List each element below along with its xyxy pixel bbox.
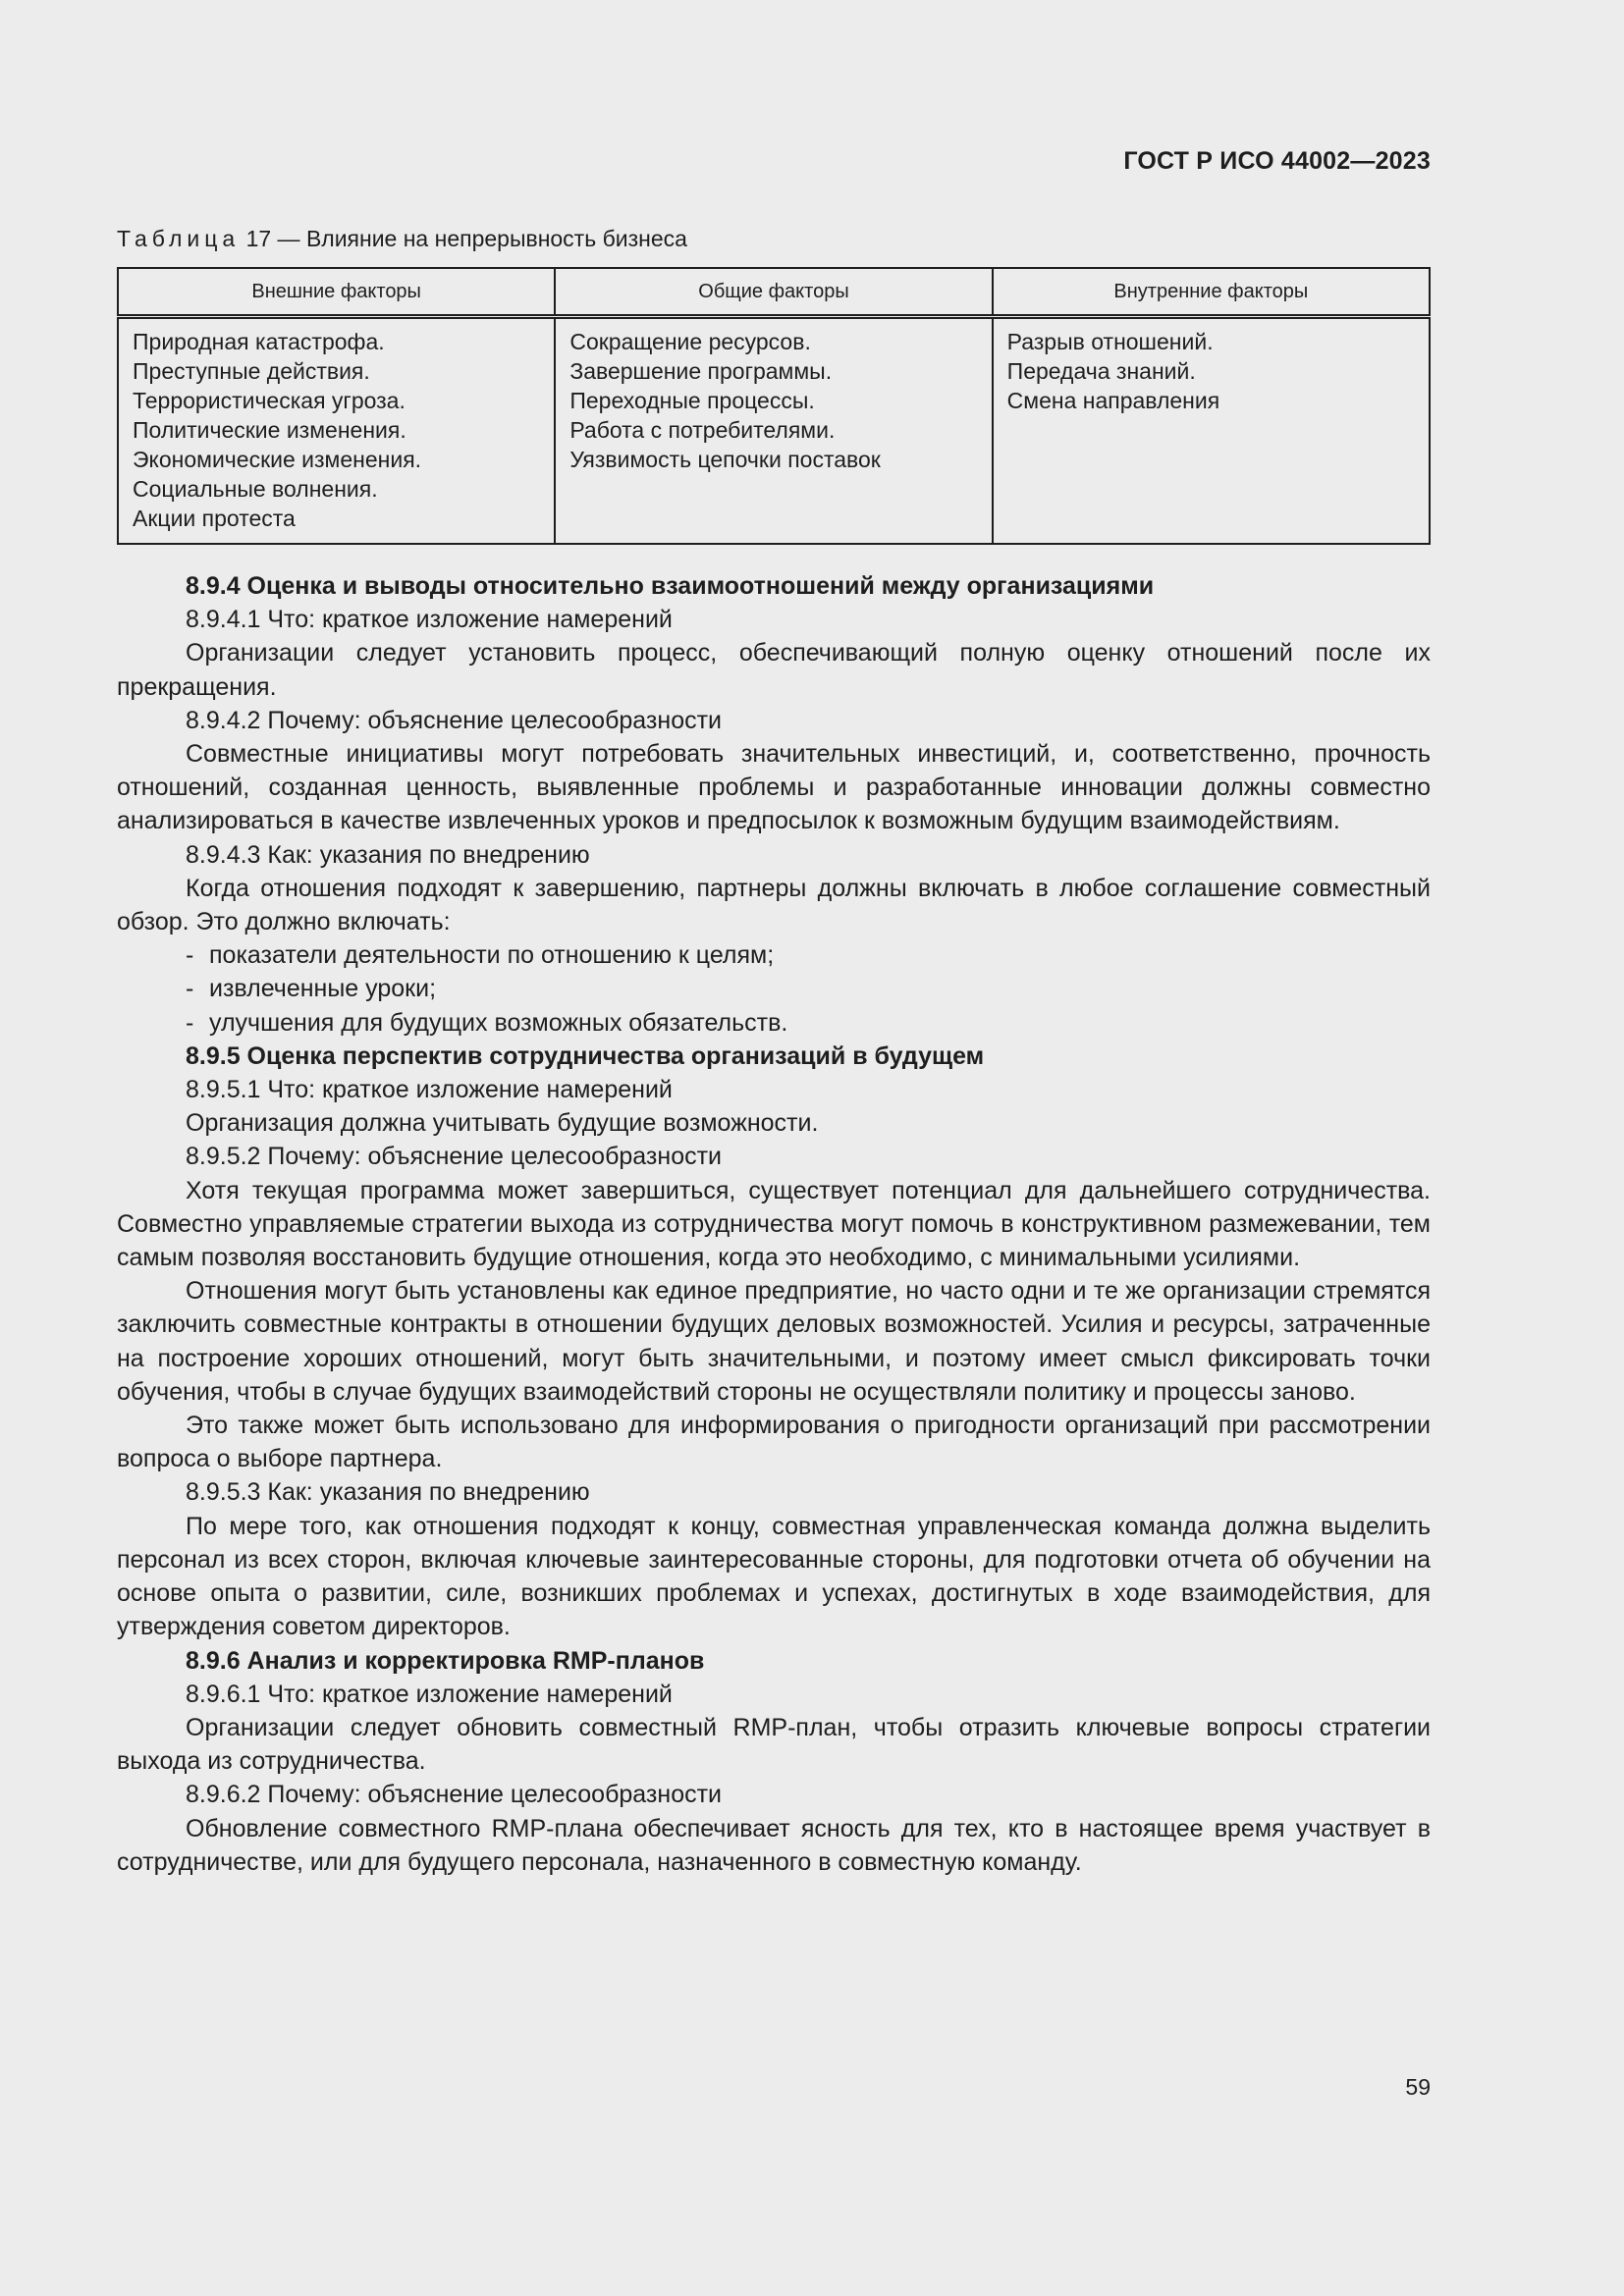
list-item-text: показатели деятельности по отношению к целям; (209, 941, 775, 970)
table-item: Экономические изменения. (133, 447, 422, 472)
table-item: Социальные волнения. (133, 476, 378, 502)
list-marker: - (186, 975, 194, 1003)
body-text (117, 569, 1431, 1879)
table-cell-internal (993, 317, 1430, 545)
table-item: Переходные процессы. (569, 388, 815, 413)
paragraph: Это также может быть использовано для информирования о пригодности организаций при рассмотрении вопроса о выборе партнера. (117, 1412, 1431, 1473)
factors-table (117, 267, 1431, 545)
table-item: Завершение программы. (569, 358, 833, 384)
list-item-text: улучшения для будущих возможных обязательств. (209, 1008, 788, 1037)
list-item (117, 972, 1431, 1005)
paragraph: Хотя текущая программа может завершиться, существует потенциал для дальнейшего сотрудничества. Совместно управляемые стратегии выхода из сотрудничества могут помочь в конструктивном размежевании, тем самым позволяя восстановить будущие отношения, когда это необходимо, с минимальными усилиями. (117, 1176, 1431, 1272)
table-header-general: Общие факторы (555, 268, 992, 317)
table-item: Акции протеста (133, 506, 296, 531)
subsection-title: 8.9.5.2 Почему: объяснение целесообразности (186, 1143, 723, 1171)
paragraph: Организации следует обновить совместный RMP-план, чтобы отразить ключевые вопросы стратегии выхода из сотрудничества. (117, 1713, 1431, 1776)
table-item: Передача знаний. (1006, 358, 1196, 384)
subsection-title: 8.9.4.2 Почему: объяснение целесообразности (186, 706, 723, 734)
subsection-title: 8.9.5.3 Как: указания по внедрению (186, 1478, 590, 1507)
list-item-text: извлеченные уроки; (209, 975, 437, 1003)
subsection-title: 8.9.5.1 Что: краткое изложение намерений (186, 1076, 673, 1104)
table-cell-external (118, 317, 555, 545)
table-item: Уязвимость цепочки поставок (569, 447, 881, 472)
table-header-external: Внешние факторы (118, 268, 555, 317)
section-heading: 8.9.6 Анализ и корректировка RMP-планов (186, 1646, 705, 1675)
table-item: Разрыв отношений. (1006, 329, 1214, 354)
table-item: Сокращение ресурсов. (569, 329, 811, 354)
table-caption (117, 226, 687, 252)
list-item (117, 1006, 1431, 1040)
table-caption-text: 17 — Влияние на непрерывность бизнеса (240, 226, 687, 251)
table-cell-general (555, 317, 992, 545)
paragraph: По мере того, как отношения подходят к концу, совместная управленческая команда должна выделить персонал из всех сторон, включая ключевые заинтересованные стороны, для подготовки отчета об обучении на основе опыта о развитии, силе, возникших проблемах и успехах, достигнутых в ходе взаимодействия, для утверждения советом директоров. (117, 1512, 1431, 1641)
table-item: Террористическая угроза. (133, 388, 406, 413)
paragraph: Организация должна учитывать будущие возможности. (186, 1109, 819, 1138)
paragraph: Организации следует установить процесс, обеспечивающий полную оценку отношений после их прекращения. (117, 639, 1431, 701)
table-item: Политические изменения. (133, 417, 406, 443)
table-header-internal: Внутренние факторы (993, 268, 1430, 317)
paragraph: Совместные инициативы могут потребовать значительных инвестиций, и, соответственно, прочность отношений, созданная ценность, выявленные проблемы и разработанные инновации должны совместно анализироваться в качестве извлеченных уроков и предпосылок к возможным будущим взаимодействиям. (117, 740, 1431, 835)
section-heading: 8.9.5 Оценка перспектив сотрудничества организаций в будущем (186, 1041, 985, 1070)
paragraph: Обновление совместного RMP-плана обеспечивает ясность для тех, кто в настоящее время участвует в сотрудничестве, или для будущего персонала, назначенного в совместную команду. (117, 1814, 1431, 1876)
list-item (117, 938, 1431, 972)
subsection-title: 8.9.4.3 Как: указания по внедрению (186, 840, 590, 869)
subsection-title: 8.9.6.1 Что: краткое изложение намерений (186, 1680, 673, 1708)
paragraph: Отношения могут быть установлены как единое предприятие, но часто одни и те же организации стремятся заключить совместные контракты в отношении будущих деловых возможностей. Усилия и ресурсы, затраченные на построение хороших отношений, могут быть значительными, и поэтому имеет смысл фиксировать точки обучения, чтобы в случае будущих взаимодействий стороны не осуществляли политику и процессы заново. (117, 1277, 1431, 1406)
paragraph: Когда отношения подходят к завершению, партнеры должны включать в любое соглашение совместный обзор. Это должно включать: (117, 874, 1431, 936)
subsection-title: 8.9.6.2 Почему: объяснение целесообразности (186, 1781, 723, 1809)
list-marker: - (186, 1008, 194, 1037)
table-item: Преступные действия. (133, 358, 370, 384)
table-item: Природная катастрофа. (133, 329, 385, 354)
page-number: 59 (1405, 2074, 1431, 2100)
section-heading: 8.9.4 Оценка и выводы относительно взаимоотношений между организациями (186, 572, 1155, 600)
table-caption-label: Таблица (117, 226, 241, 251)
table-item: Работа с потребителями. (569, 417, 836, 443)
standard-header: ГОСТ Р ИСО 44002—2023 (1123, 147, 1431, 175)
subsection-title: 8.9.4.1 Что: краткое изложение намерений (186, 606, 673, 634)
list-marker: - (186, 941, 194, 970)
table-item: Смена направления (1006, 388, 1220, 413)
